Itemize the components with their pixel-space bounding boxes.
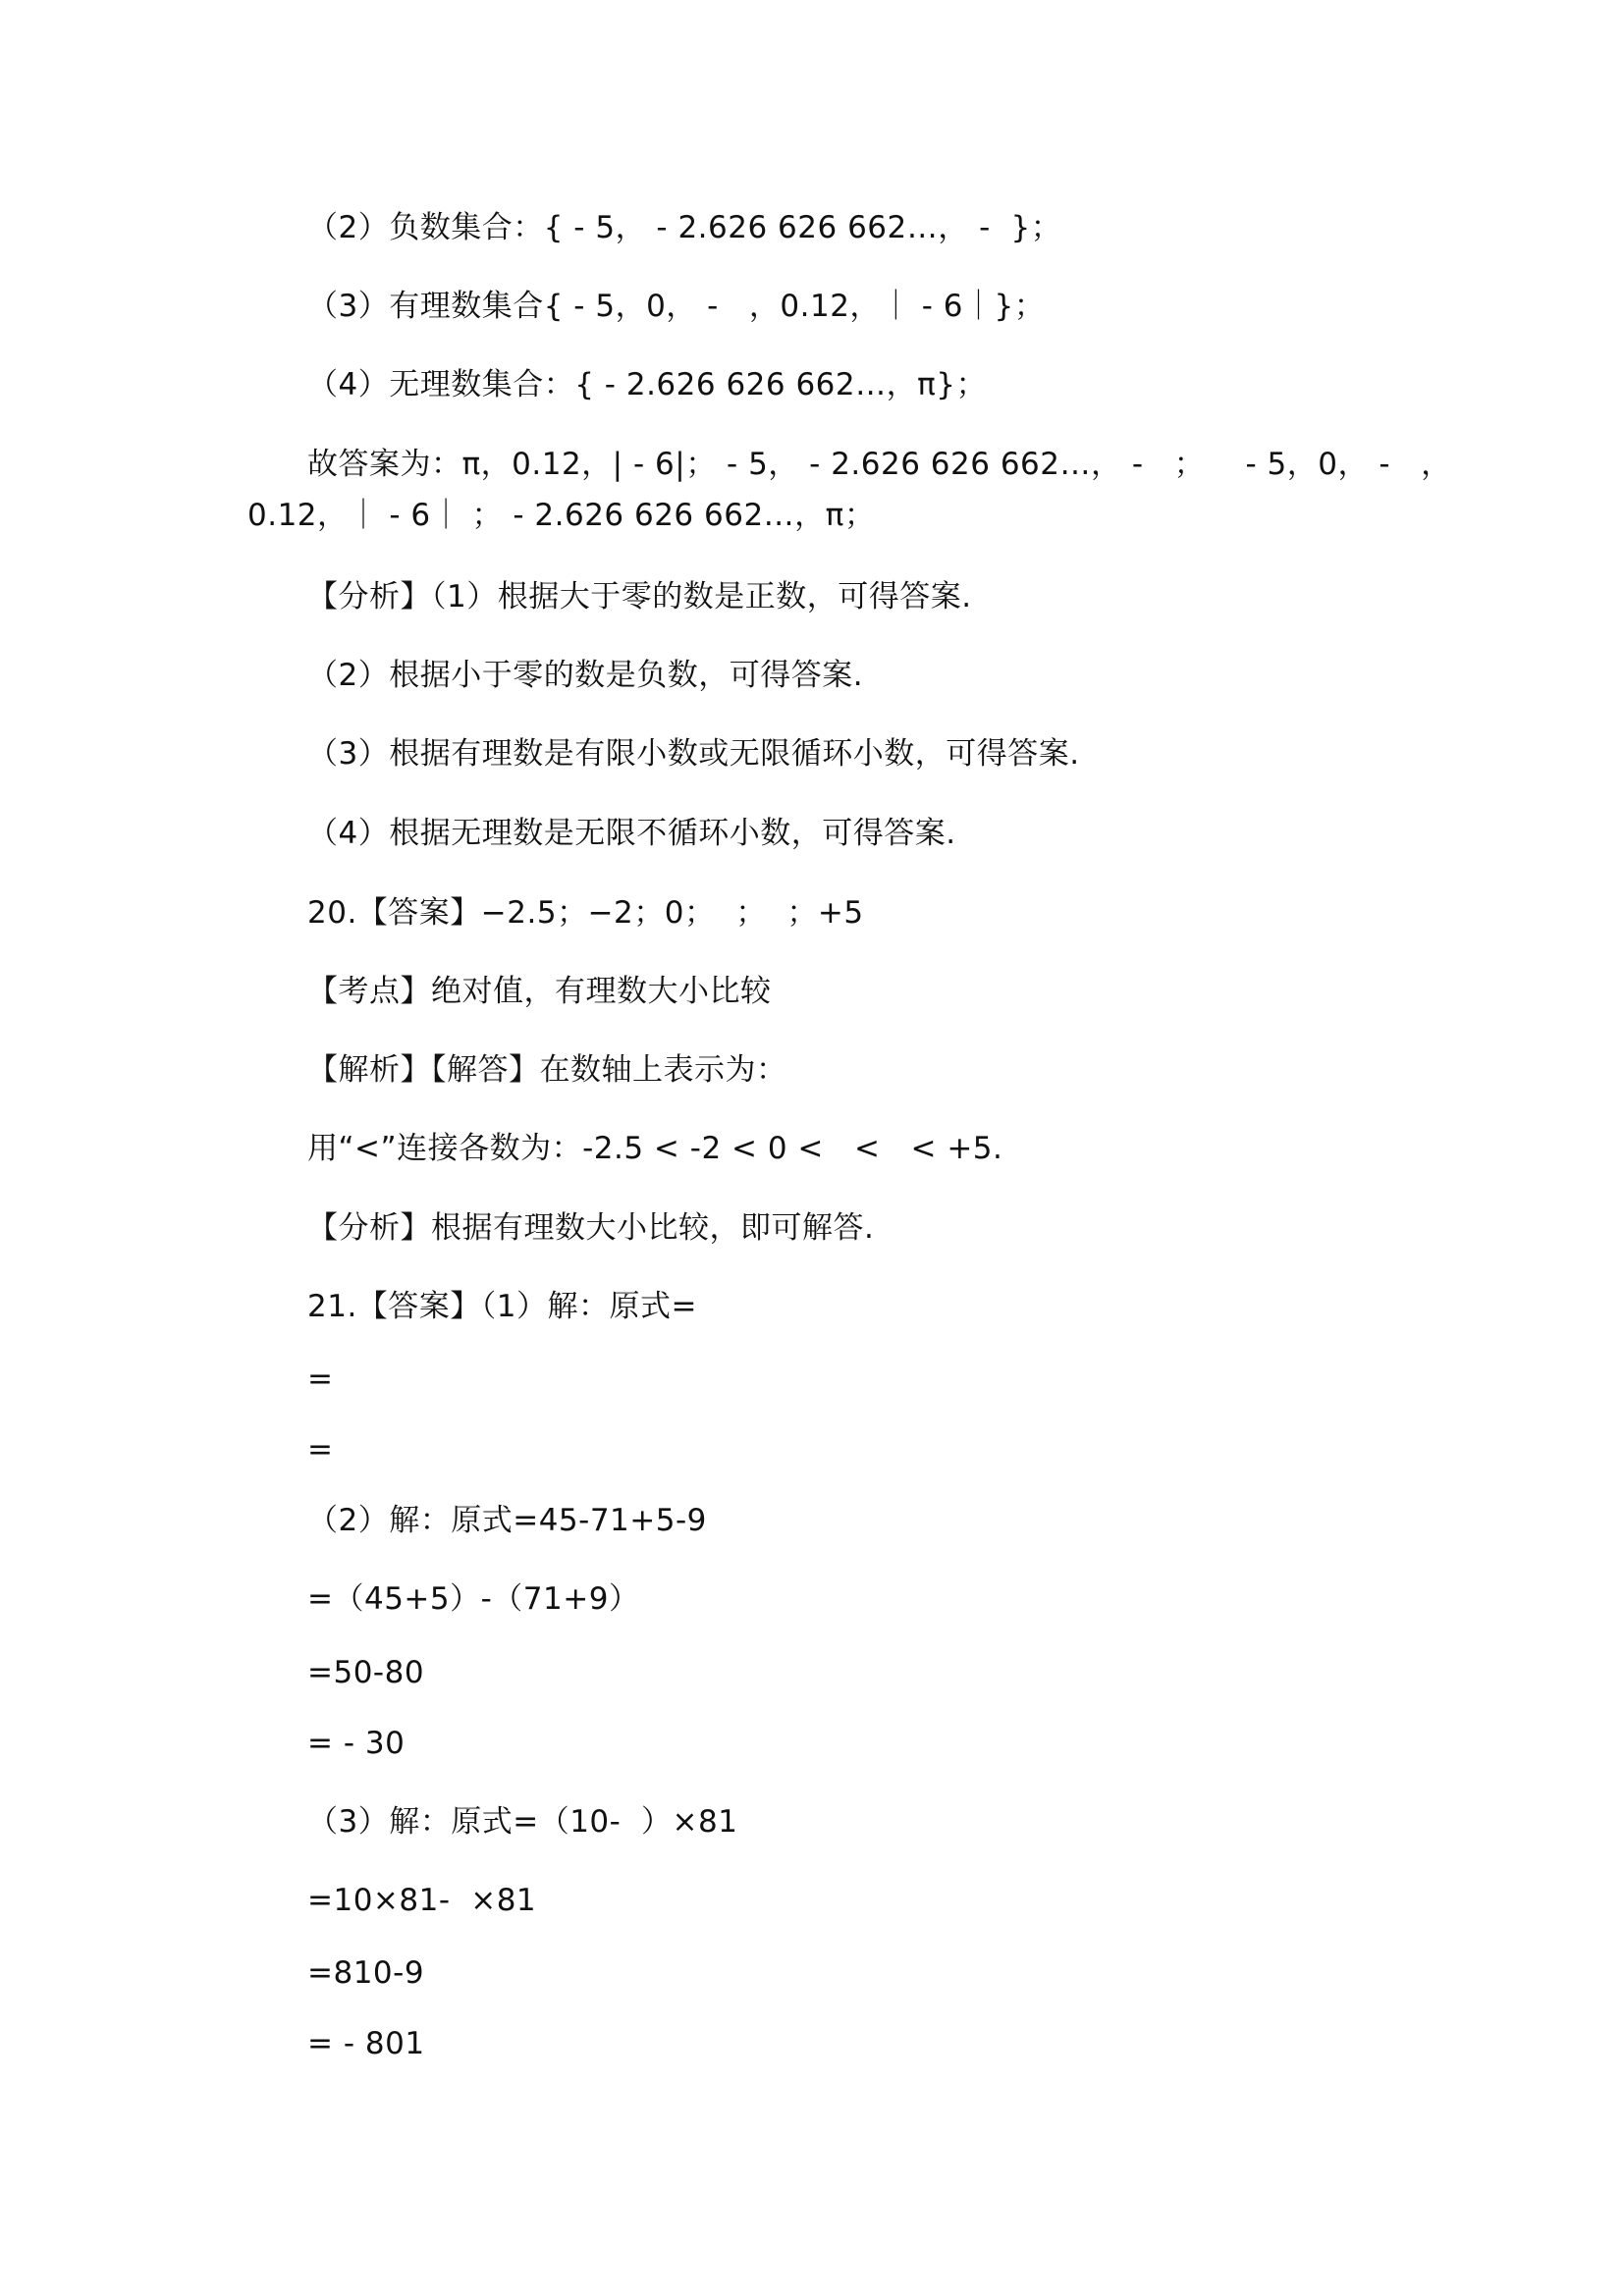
q20-topic-line: 【考点】绝对值，有理数大小比较 xyxy=(307,974,772,1009)
q20-solution-line: 【解析】【解答】在数轴上表示为： xyxy=(307,1052,787,1088)
analysis-line-1: 【分析】（1）根据大于零的数是正数，可得答案. xyxy=(307,579,972,614)
q20-ordering-line: 用“<”连接各数为：-2.5 < -2 < 0 < < < +5. xyxy=(307,1131,1003,1166)
q21-part2-line: （2）解：原式=45-71+5-9 xyxy=(307,1503,707,1538)
rational-set-line: （3）有理数集合{ - 5，0， - ，0.12，｜ - 6｜}； xyxy=(307,289,1046,324)
q21-part3-result: = - 801 xyxy=(307,2026,425,2061)
negative-set-line: （2）负数集合：{ - 5， - 2.626 626 662…， - }； xyxy=(307,210,1062,245)
analysis-line-3: （3）根据有理数是有限小数或无限循环小数，可得答案. xyxy=(307,736,1080,772)
analysis-line-2: （2）根据小于零的数是负数，可得答案. xyxy=(307,658,864,693)
q20-answer-line: 20.【答案】−2.5；−2；0； ； ；+5 xyxy=(307,895,864,931)
q21-part3-step-2: =810-9 xyxy=(307,1955,425,1991)
q21-part2-step-1: =（45+5）-（71+9） xyxy=(307,1581,640,1617)
q21-part3-step-1: =10×81- ×81 xyxy=(307,1883,537,1918)
q21-step-1: = xyxy=(307,1362,334,1397)
analysis-line-4: （4）根据无理数是无限不循环小数，可得答案. xyxy=(307,816,956,851)
answer-summary-continued: 0.12，｜ - 6｜ ； - 2.626 626 662…，π； xyxy=(247,498,876,533)
q20-analysis-line: 【分析】根据有理数大小比较，即可解答. xyxy=(307,1210,875,1246)
q21-step-2: = xyxy=(307,1432,334,1468)
q21-part2-result: = - 30 xyxy=(307,1726,406,1761)
answer-summary-line: 故答案为：π，0.12，| - 6|； - 5， - 2.626 626 662…， - ； - 5，0， - ， xyxy=(307,447,1452,482)
q21-part3-line: （3）解：原式=（10- ）×81 xyxy=(307,1804,738,1840)
q21-answer-line: 21.【答案】（1）解：原式= xyxy=(307,1289,697,1324)
q21-part2-step-2: =50-80 xyxy=(307,1655,425,1690)
irrational-set-line: （4）无理数集合：{ - 2.626 626 662…，π}； xyxy=(307,367,988,402)
